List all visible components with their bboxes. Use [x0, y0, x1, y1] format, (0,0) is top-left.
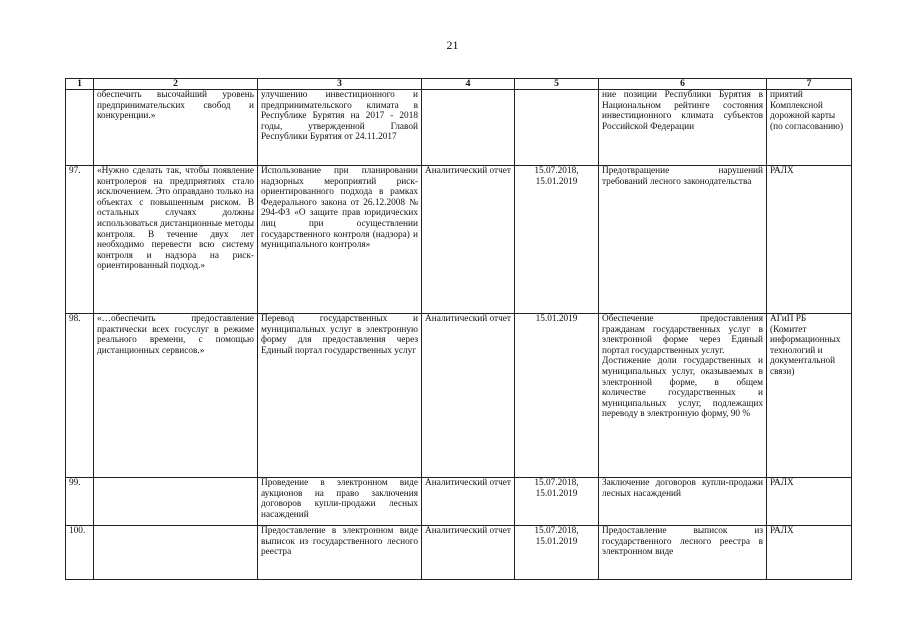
- table-row: [66, 166, 852, 314]
- cell-report-form: Аналитический отчет: [422, 166, 515, 314]
- cell-measure: Предоставление в электронном виде выписок из государственного лесного реестра: [258, 526, 422, 580]
- cell-report-form: Аналитический отчет: [422, 526, 515, 580]
- cell-responsible: РАЛХ: [767, 478, 852, 526]
- column-header: 7: [767, 79, 852, 90]
- cell-quote: [94, 478, 258, 526]
- cell-result: [599, 314, 767, 478]
- row-number: 98.: [66, 314, 94, 478]
- column-header: 2: [94, 79, 258, 90]
- cell-result: Заключение договоров купли-продажи лесных насаждений: [599, 478, 767, 526]
- column-header: 6: [599, 79, 767, 90]
- responsible-line: АГиП РБ: [770, 314, 807, 324]
- column-header: 4: [422, 79, 515, 90]
- table-row: [66, 526, 852, 580]
- cell-report-form: Аналитический отчет: [422, 478, 515, 526]
- column-header: 1: [66, 79, 94, 90]
- cell-deadline: [515, 90, 599, 166]
- column-header: 3: [258, 79, 422, 90]
- result-paragraph: Обеспечение предоставления гражданам государственных услуг в электронной форме через Единый портал государственных услуг.: [602, 314, 763, 356]
- table-header-row: [66, 79, 852, 90]
- cell-measure: улучшению инвестиционного и предпринимательского климата в Республике Бурятия на 2017 - 2018 годы, утвержденной Главой Республики Бурятия от 24.11.2017: [258, 90, 422, 166]
- row-number: 99.: [66, 478, 94, 526]
- cell-measure: Перевод государственных и муниципальных услуг в электронную форму для предоставления через Единый портал государственных услуг: [258, 314, 422, 478]
- cell-deadline: [515, 166, 599, 314]
- cell-deadline: [515, 478, 599, 526]
- deadline-date: 15.07.2018,: [534, 478, 579, 488]
- deadline-date: 15.07.2018,: [534, 526, 579, 536]
- cell-quote: [94, 526, 258, 580]
- column-header: 5: [515, 79, 599, 90]
- responsible-line: связи): [770, 366, 795, 377]
- cell-report-form: [422, 90, 515, 166]
- document-table: [65, 78, 852, 580]
- cell-report-form: Аналитический отчет: [422, 314, 515, 478]
- cell-responsible: приятий Комплексной дорожной карты (по согласованию): [767, 90, 852, 166]
- deadline-date: 15.07.2018,: [534, 166, 579, 176]
- cell-result: ние позиции Республики Бурятия в Национальном рейтинге состояния инвестиционного климата субъектов Российской Федерации: [599, 90, 767, 166]
- cell-responsible: РАЛХ: [767, 526, 852, 580]
- cell-measure: Проведение в электронном виде аукционов на право заключения договоров купли-продажи лесных насаждений: [258, 478, 422, 526]
- row-number: 100.: [66, 526, 94, 580]
- cell-responsible: РАЛХ: [767, 166, 852, 314]
- cell-measure: Использование при планировании надзорных мероприятий риск-ориентированного подхода в рамках Федерального закона от 26.12.2008 № 294-ФЗ «О защите прав юридических лиц при осуществлении государственного контроля (надзора) и муниципального контроля»: [258, 166, 422, 314]
- deadline-date: 15.01.2019: [535, 314, 578, 324]
- deadline-date: 15.01.2019: [535, 176, 578, 187]
- table-row: [66, 90, 852, 166]
- page-number: 21: [446, 38, 459, 52]
- cell-result: Предоставление выписок из государственного лесного реестра в электронном виде: [599, 526, 767, 580]
- cell-deadline: [515, 314, 599, 478]
- deadline-date: 15.01.2019: [535, 488, 578, 499]
- result-paragraph: Достижение доли государственных и муниципальных услуг, оказываемых в электронной форме, в общем количестве государственных и муниципальных услуг, подлежащих переводу в электронную форму, 90 %: [602, 356, 763, 420]
- cell-quote: обеспечить высочайший уровень предпринимательских свобод и конкуренции.»: [94, 90, 258, 166]
- row-number: [66, 90, 94, 166]
- cell-result: Предотвращение нарушений требований лесного законодательства: [599, 166, 767, 314]
- cell-deadline: [515, 526, 599, 580]
- table-row: [66, 314, 852, 478]
- deadline-date: 15.01.2019: [535, 536, 578, 547]
- cell-quote: «Нужно сделать так, чтобы появление контролеров на предприятиях стало исключением. Это оправдано только на объектах с повышенным риском. В остальных случаях должны использоваться дистанционные методы контроля. В течение двух лет необходимо перевести всю систему контроля и надзора на риск-ориентированный подход.»: [94, 166, 258, 314]
- row-number: 97.: [66, 166, 94, 314]
- responsible-line: (Комитет информационных технологий и документальной: [770, 324, 841, 367]
- cell-quote: «…обеспечить предоставление практически всех госуслуг в режиме реального времени, с помощью дистанционных сервисов.»: [94, 314, 258, 478]
- cell-responsible: [767, 314, 852, 478]
- table-row: [66, 478, 852, 526]
